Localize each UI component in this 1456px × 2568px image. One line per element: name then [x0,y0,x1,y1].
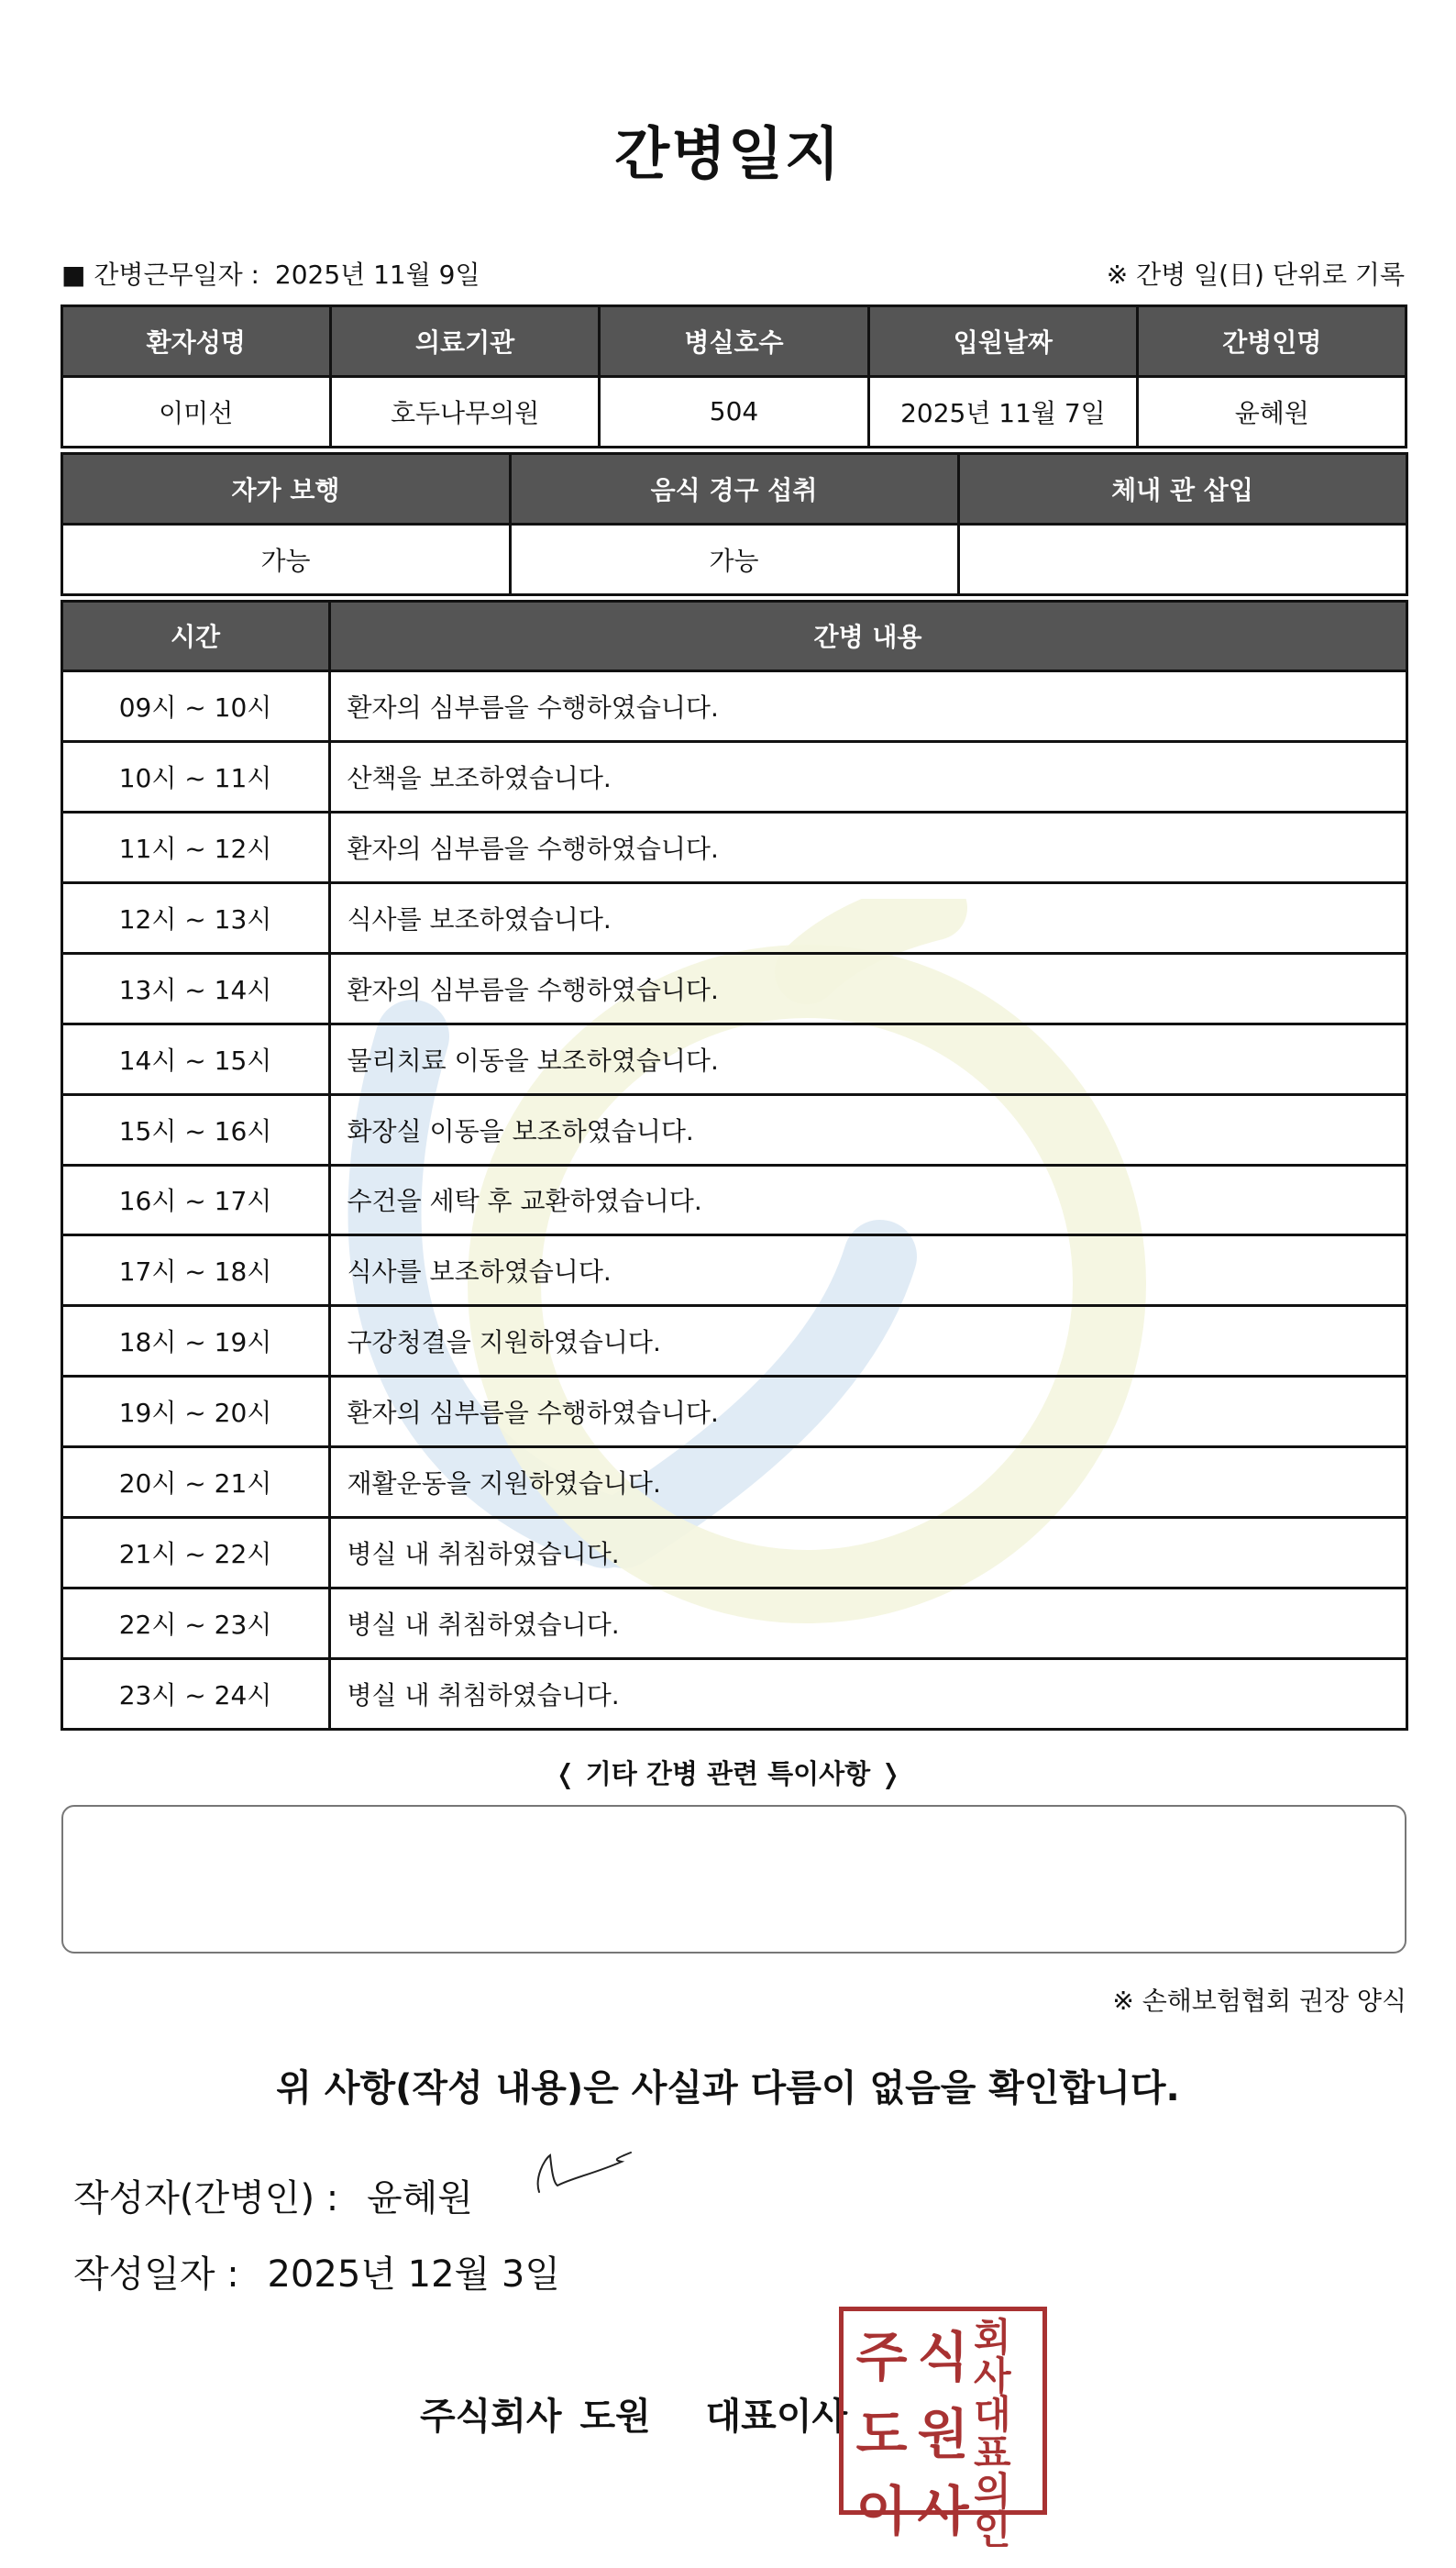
patient-value-cell: 2025년 11월 7일 [867,375,1139,448]
seal-character: 사 [917,2480,969,2542]
care-row-time: 22시 ~ 23시 [61,1587,331,1660]
patient-value-cell: 호두나무의원 [329,375,601,448]
care-row-time: 09시 ~ 10시 [61,670,331,743]
care-row-time: 18시 ~ 19시 [61,1304,331,1378]
care-row-content: 환자의 심부름을 수행하였습니다. [328,670,1408,743]
care-header-content: 간병 내용 [328,600,1408,673]
care-row-content: 병실 내 취침하였습니다. [328,1587,1408,1660]
written-date-value: 2025년 12월 3일 [267,2253,560,2296]
care-row-time: 10시 ~ 11시 [61,740,331,814]
work-date-label: ■ 간병근무일자 : [61,260,259,290]
writer-line [73,2169,473,2221]
seal-character: 식 [917,2326,969,2388]
special-notes-title: ❬ 기타 간병 관련 특이사항 ❭ [554,1758,902,1789]
status-header-cell: 음식 경구 섭취 [509,452,960,526]
care-row-time: 15시 ~ 16시 [61,1093,331,1167]
care-log-table [61,601,1406,1729]
care-row-time: 16시 ~ 17시 [61,1164,331,1237]
care-row-content: 식사를 보조하였습니다. [328,1234,1408,1307]
seal-characters [851,2315,1035,2552]
care-row-content: 환자의 심부름을 수행하였습니다. [328,1375,1408,1448]
patient-header-cell: 입원날짜 [867,304,1139,378]
patient-header-cell: 의료기관 [329,304,601,378]
care-row-time: 19시 ~ 20시 [61,1375,331,1448]
status-value-cell [957,523,1408,596]
special-notes-content [63,1807,1405,1832]
care-header-time: 시간 [61,600,331,673]
care-row-time: 12시 ~ 13시 [61,881,331,955]
patient-value-cell: 504 [598,375,869,448]
patient-header-cell: 병실호수 [598,304,869,378]
seal-character: 이 [855,2480,908,2542]
care-row-content: 환자의 심부름을 수행하였습니다. [328,811,1408,884]
unit-note: ※ 간병 일(日) 단위로 기록 [1106,260,1405,290]
seal-character: 회사 [974,2315,1011,2398]
written-date-label: 작성일자 : [73,2253,239,2296]
care-row-content: 환자의 심부름을 수행하였습니다. [328,952,1408,1025]
care-row-time: 21시 ~ 22시 [61,1516,331,1589]
patient-header-cell: 환자성명 [61,304,332,378]
seal-character: 주 [855,2326,908,2388]
company-seal-stamp [839,2307,1047,2552]
seal-character: 의인 [974,2469,1011,2552]
patient-value-cell: 이미선 [61,375,332,448]
work-date-value: 2025년 11월 9일 [274,260,480,290]
patient-info-table [61,305,1406,447]
writer-label: 작성자(간병인) : [73,2177,339,2219]
status-header-cell: 자가 보행 [61,452,512,526]
care-row-time: 13시 ~ 14시 [61,952,331,1025]
work-date [61,255,480,292]
care-row-content: 물리치료 이동을 보조하였습니다. [328,1023,1408,1096]
care-row-time: 20시 ~ 21시 [61,1445,331,1519]
care-row-content: 식사를 보조하였습니다. [328,881,1408,955]
written-date-line [73,2245,560,2297]
status-value-cell: 가능 [509,523,960,596]
handwritten-signature [530,2142,649,2206]
status-header-cell: 체내 관 삽입 [957,452,1408,526]
care-row-content: 화장실 이동을 보조하였습니다. [328,1093,1408,1167]
special-notes-box[interactable] [61,1805,1406,1954]
care-row-time: 11시 ~ 12시 [61,811,331,884]
care-row-content: 수건을 세탁 후 교환하였습니다. [328,1164,1408,1237]
page-title: 간병일지 [614,120,842,187]
care-row-time: 17시 ~ 18시 [61,1234,331,1307]
care-row-content: 재활운동을 지원하였습니다. [328,1445,1408,1519]
company-signatory: 주식회사 도원 대표이사 [420,2396,848,2438]
patient-value-cell: 윤혜원 [1136,375,1407,448]
care-row-time: 23시 ~ 24시 [61,1657,331,1731]
care-row-content: 병실 내 취침하였습니다. [328,1657,1408,1731]
status-value-cell: 가능 [61,523,512,596]
care-row-content: 병실 내 취침하였습니다. [328,1516,1408,1589]
seal-character: 원 [917,2403,969,2465]
care-row-content: 구강청결을 지원하였습니다. [328,1304,1408,1378]
seal-character: 도 [855,2403,908,2465]
patient-header-cell: 간병인명 [1136,304,1407,378]
seal-character: 대표 [974,2392,1011,2475]
care-row-content: 산책을 보조하였습니다. [328,740,1408,814]
patient-status-table [61,453,1406,594]
writer-name: 윤혜원 [366,2177,473,2219]
recommend-note: ※ 손해보험협회 권장 양식 [1112,1986,1406,2016]
confirmation-statement: 위 사항(작성 내용)은 사실과 다름이 없음을 확인합니다. [276,2067,1180,2109]
care-row-time: 14시 ~ 15시 [61,1023,331,1096]
